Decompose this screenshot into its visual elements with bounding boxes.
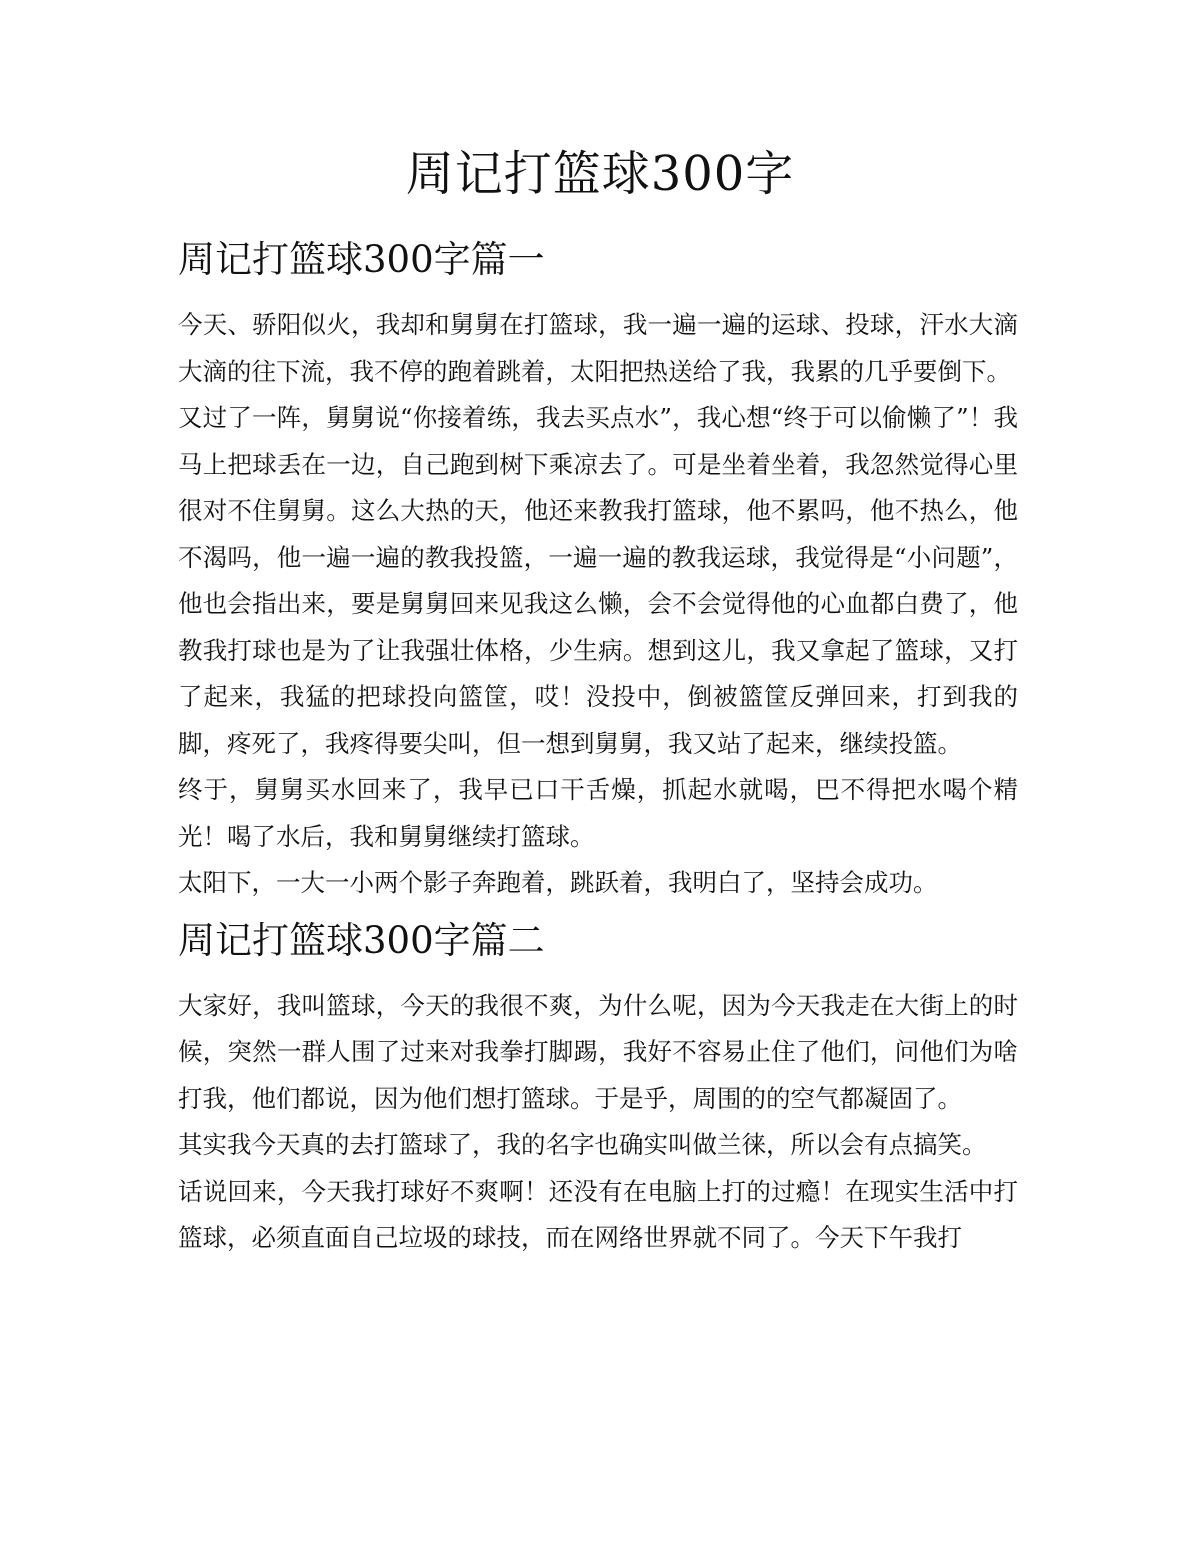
paragraph: 大家好，我叫篮球，今天的我很不爽，为什么呢，因为今天我走在大街上的时候，突然一群人围了过来对我拳打脚踢，我好不容易止住了他们，问他们为啥打我，他们都说，因为他们想打篮球。于是乎，周围的的空气都凝固了。: [178, 990, 1018, 1113]
section-heading: 周记打篮球300字篇二: [178, 918, 545, 962]
paragraph: 话说回来，今天我打球好不爽啊！还没有在电脑上打的过瘾！在现实生活中打篮球，必须直面自己垃圾的球技，而在网络世界就不同了。今天下午我打: [178, 1176, 1018, 1252]
paragraph: 今天、骄阳似火，我却和舅舅在打篮球，我一遍一遍的运球、投球，汗水大滴大滴的往下流，我不停的跑着跳着，太阳把热送给了我，我累的几乎要倒下。: [178, 310, 1018, 386]
paragraph: 又过了一阵，舅舅说“你接着练，我去买点水”，我心想“终于可以偷懒了”！我马上把球丢在一边，自己跑到树下乘凉去了。可是坐着坐着，我忽然觉得心里很对不住舅舅。这么大热的天，他还来教我打篮球，他不累吗，他不热么，他不渴吗，他一遍一遍的教我投篮，一遍一遍的教我运球，我觉得是“小问题”，他也会指出来，要是舅舅回来见我这么懒，会不会觉得他的心血都白费了，他教我打球也是为了让我强壮体格，少生病。想到这儿，我又拿起了篮球，又打了起来，我猛的把球投向篮筐，哎！没投中，倒被篮筐反弹回来，打到我的脚，疼死了，我疼得要尖叫，但一想到舅舅，我又站了起来，继续投篮。: [178, 403, 1018, 758]
essay-section-2: [178, 913, 1018, 1262]
document-title: 周记打篮球300字: [405, 146, 795, 202]
paragraph: 其实我今天真的去打篮球了，我的名字也确实叫做兰徕，所以会有点搞笑。: [178, 1130, 987, 1159]
section-heading: 周记打篮球300字篇一: [178, 238, 545, 281]
document-body: [178, 232, 1018, 1262]
essay-section-1: [178, 232, 1018, 907]
paragraph: 太阳下，一大一小两个影子奔跑着，跳跃着，我明白了，坚持会成功。: [178, 868, 938, 897]
paragraph: 终于，舅舅买水回来了，我早已口干舌燥，抓起水就喝，巴不得把水喝个精光！喝了水后，我和舅舅继续打篮球。: [178, 775, 1018, 851]
